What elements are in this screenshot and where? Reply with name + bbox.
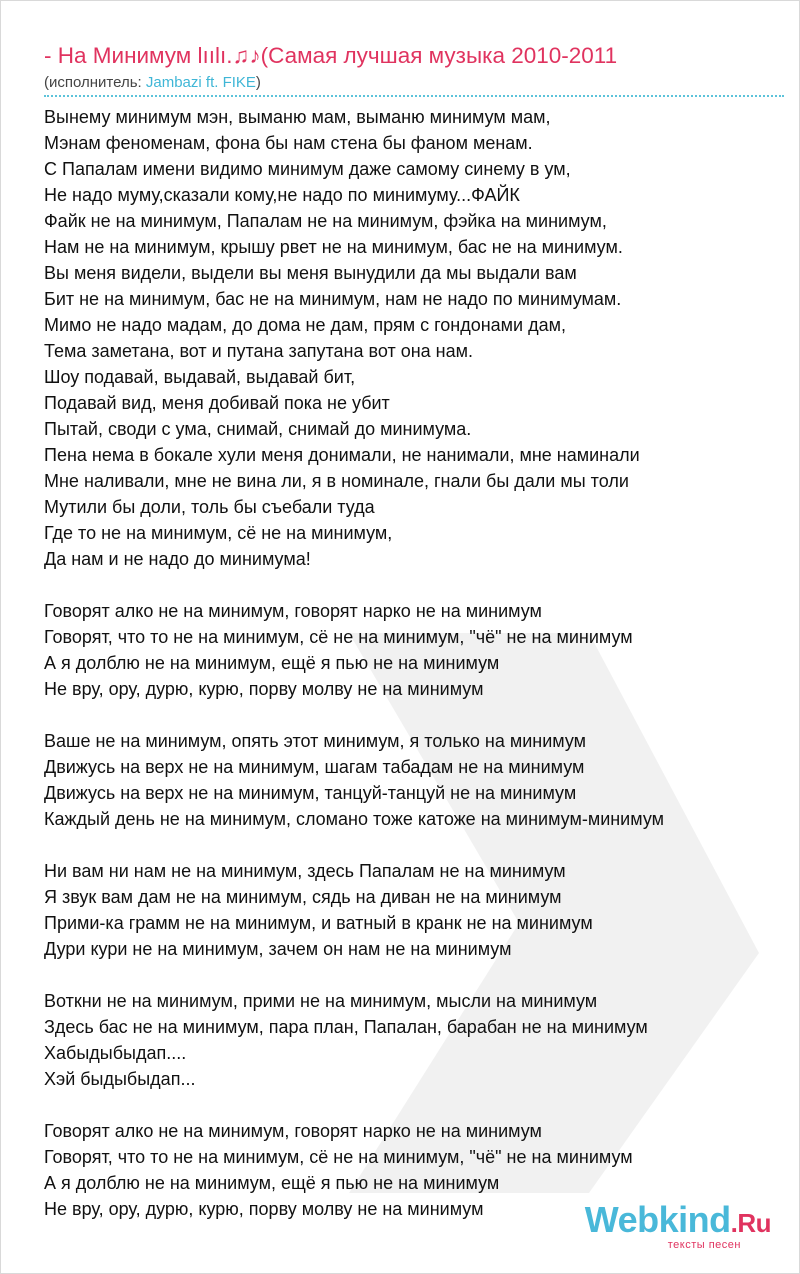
artist-line (44, 74, 261, 91)
stanza (44, 988, 794, 1092)
lyrics-text (44, 104, 794, 1248)
site-logo[interactable] (584, 1199, 771, 1251)
logo-name: Webkind (584, 1199, 731, 1240)
dotted-divider (44, 95, 784, 97)
stanza (44, 598, 794, 702)
logo-tagline: тексты песен (667, 1239, 741, 1251)
lyric-line: Где то не на минимум, сё не на минимум, (44, 523, 393, 543)
stanza (44, 728, 794, 832)
logo-wordmark (584, 1199, 771, 1241)
lyric-line: Да нам и не надо до минимума! (44, 549, 311, 569)
lyric-line: Вы меня видели, выдели вы меня вынудили да мы выдали вам (44, 263, 577, 283)
lyric-line: Ваше не на минимум, опять этот минимум, я только на минимум (44, 731, 587, 751)
lyric-line: Подавай вид, меня добивай пока не убит (44, 393, 390, 413)
artist-link[interactable]: Jambazi ft. FIKE (145, 74, 256, 91)
lyric-line: Пена нема в бокале хули меня донимали, не нанимали, мне наминали (44, 445, 640, 465)
lyric-line: Говорят алко не на минимум, говорят нарко не на минимум (44, 1121, 542, 1141)
stanza (44, 858, 794, 962)
lyric-line: Хэй быдыбыдап... (44, 1069, 196, 1089)
lyric-line: Мимо не надо мадам, до дома не дам, прям с гондонами дам, (44, 315, 566, 335)
lyric-line: Бит не на минимум, бас не на минимум, нам не надо по минимумам. (44, 289, 622, 309)
artist-suffix: ) (255, 74, 261, 91)
lyric-line: Прими-ка грамм не на минимум, и ватный в кранк не на минимум (44, 913, 593, 933)
lyric-line: Тема заметана, вот и путана запутана вот она нам. (44, 341, 473, 361)
lyric-line: Ни вам ни нам не на минимум, здесь Папалам не на минимум (44, 861, 566, 881)
lyric-line: Шоу подавай, выдавай, выдавай бит, (44, 367, 356, 387)
lyric-line: Дури кури не на минимум, зачем он нам не на минимум (44, 939, 512, 959)
lyric-line: Говорят алко не на минимум, говорят нарко не на минимум (44, 601, 542, 621)
lyric-line: Мне наливали, мне не вина ли, я в номинале, гнали бы дали мы толи (44, 471, 629, 491)
lyric-line: Мутили бы доли, толь бы съебали туда (44, 497, 375, 517)
lyric-line: С Папалам имени видимо минимум даже самому синему в ум, (44, 159, 571, 179)
lyric-line: Не надо муму,сказали кому,не надо по минимуму...ФАЙК (44, 185, 520, 205)
lyric-line: Файк не на минимум, Папалам не на минимум, фэйка на минимум, (44, 211, 607, 231)
artist-prefix: (исполнитель: (44, 74, 146, 91)
lyric-line: Движусь на верх не на минимум, танцуй-танцуй не на минимум (44, 783, 577, 803)
lyric-line: А я долблю не на минимум, ещё я пью не на минимум (44, 1173, 500, 1193)
lyric-line: Пытай, своди с ума, снимай, снимай до минимума. (44, 419, 472, 439)
lyric-line: Движусь на верх не на минимум, шагам табадам не на минимум (44, 757, 585, 777)
lyric-line: А я долблю не на минимум, ещё я пью не на минимум (44, 653, 500, 673)
lyric-line: Я звук вам дам не на минимум, сядь на диван не на минимум (44, 887, 562, 907)
logo-tld: .Ru (730, 1208, 771, 1238)
lyric-line: Не вру, ору, дурю, курю, порву молву не на минимум (44, 679, 484, 699)
lyric-line: Здесь бас не на минимум, пара план, Папалан, барабан не на минимум (44, 1017, 648, 1037)
lyric-line: Говорят, что то не на минимум, сё не на минимум, "чё" не на минимум (44, 627, 633, 647)
lyric-line: Каждый день не на минимум, сломано тоже катоже на минимум-минимум (44, 809, 664, 829)
lyric-line: Нам не на минимум, крышу рвет не на минимум, бас не на минимум. (44, 237, 623, 257)
lyric-line: Воткни не на минимум, прими не на минимум, мысли на минимум (44, 991, 598, 1011)
lyric-line: Вынему минимум мэн, выманю мам, выманю минимум мам, (44, 107, 551, 127)
lyric-line: Говорят, что то не на минимум, сё не на минимум, "чё" не на минимум (44, 1147, 633, 1167)
lyric-line: Не вру, ору, дурю, курю, порву молву не на минимум (44, 1199, 484, 1219)
lyric-line: Хабыдыбыдап.... (44, 1043, 187, 1063)
stanza (44, 104, 794, 572)
song-title: - На Минимум lıılı.♫♪(Самая лучшая музыка 2010-2011 (44, 43, 618, 68)
lyric-line: Мэнам феноменам, фона бы нам стена бы фаном менам. (44, 133, 533, 153)
